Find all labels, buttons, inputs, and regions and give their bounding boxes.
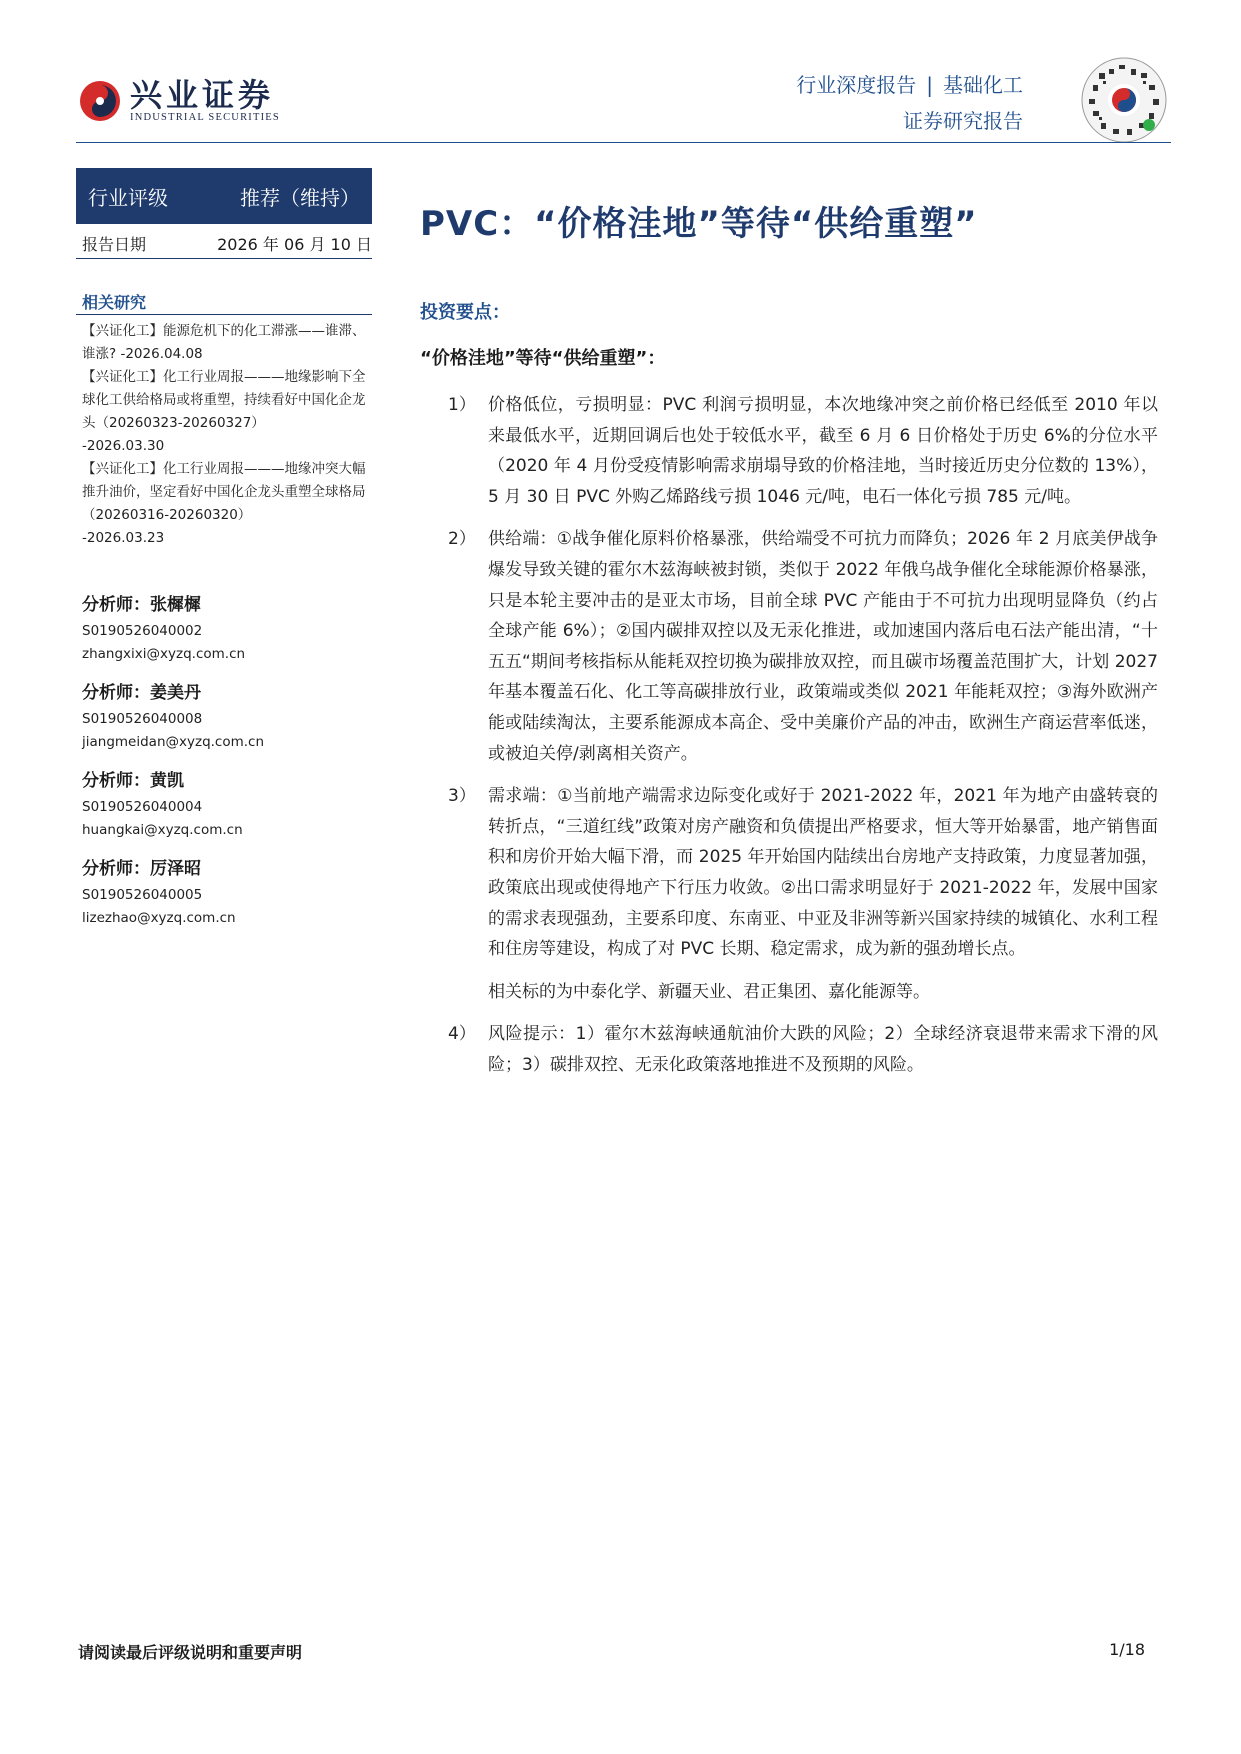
section-title: 投资要点：	[420, 302, 510, 323]
related-research-text[interactable]: 【兴证化工】化工行业周报———地缘影响下全球化工供给格局或将重塑，持续看好中国化企龙头（20260323-20260327）	[82, 369, 366, 431]
related-research-list	[82, 320, 370, 550]
report-date-value: 2026 年 06 月 10 日	[217, 235, 372, 254]
report-header-info	[796, 70, 1023, 136]
analyst-name: 分析师：黄凯	[82, 771, 184, 791]
rating-value: 推荐（维持）	[240, 185, 360, 210]
related-research-text[interactable]: 【兴证化工】能源危机下的化工滞涨——谁滞、谁涨?	[82, 323, 366, 362]
page-number: 1/18	[1109, 1640, 1145, 1659]
analyst-email[interactable]: lizezhao@xyzq.com.cn	[82, 910, 236, 926]
list-item	[448, 1019, 1158, 1080]
qr-code-icon	[1079, 55, 1169, 145]
analyst-card	[82, 766, 372, 842]
analyst-license: S0190526040004	[82, 799, 203, 815]
logo-chinese-name: 兴业证券	[130, 76, 275, 114]
list-item	[448, 781, 1158, 965]
analyst-license: S0190526040005	[82, 887, 203, 903]
related-research-item[interactable]	[82, 366, 370, 458]
report-date-label: 报告日期	[82, 235, 147, 254]
analyst-name: 分析师：姜美丹	[82, 683, 201, 703]
analyst-card	[82, 678, 372, 754]
analyst-email[interactable]: huangkai@xyzq.com.cn	[82, 822, 243, 838]
list-item-number: 3）	[448, 786, 476, 807]
related-research-date: -2026.04.08	[120, 346, 203, 362]
list-item-text: 价格低位，亏损明显：PVC 利润亏损明显，本次地缘冲突之前价格已经低至 2010 年以来最低水平，近期回调后也处于较低水平，截至 6 月 6 日价格处于历史 6%的分位水平（2020 年 4 月份受疫情影响需求崩塌导致的价格洼地，当时接近历史分位数的 13%），5 月 30 日 PVC 外购乙烯路线亏损 1046 元/吨，电石一体化亏损 785 元/吨。	[488, 395, 1158, 507]
report-date-row	[82, 232, 372, 255]
investment-points	[448, 390, 1158, 1092]
report-type: 行业深度报告	[796, 73, 917, 97]
related-research-text[interactable]: 【兴证化工】化工行业周报———地缘冲突大幅推升油价，坚定看好中国化企龙头重塑全球格局（20260316-20260320）	[82, 461, 366, 523]
analyst-license: S0190526040002	[82, 623, 203, 639]
risk-warning-text: 风险提示：1）霍尔木兹海峡通航油价大跌的风险；2）全球经济衰退带来需求下滑的风险；3）碳排双控、无汞化政策落地推进不及预期的风险。	[488, 1024, 1158, 1075]
list-item	[448, 390, 1158, 512]
header-separator: |	[926, 73, 933, 97]
analyst-name: 分析师：张樨樨	[82, 595, 201, 615]
logo-mark-icon	[78, 79, 122, 123]
list-item-text: 需求端：①当前地产端需求边际变化或好于 2021-2022 年，2021 年为地产由盛转衰的转折点，“三道红线”政策对房产融资和负债提出严格要求，恒大等开始暴雷，地产销售面积和房价开始大幅下滑，而 2025 年开始国内陆续出台房地产支持政策，力度显著加强，政策底出现或使得地产下行压力收敛。②出口需求明显好于 2021-2022 年，发展中国家的需求表现强劲，主要系印度、东南亚、中亚及非洲等新兴国家持续的城镇化、水利工程和住房等建设，构成了对 PVC 长期、稳定需求，成为新的强劲增长点。	[488, 786, 1158, 960]
analyst-card	[82, 854, 372, 930]
logo-english-name: INDUSTRIAL SECURITIES	[130, 112, 280, 123]
analyst-email[interactable]: jiangmeidan@xyzq.com.cn	[82, 734, 265, 750]
company-logo	[78, 78, 280, 123]
report-category: 证券研究报告	[903, 109, 1023, 133]
list-item	[448, 524, 1158, 769]
section-subtitle: “价格洼地”等待“供给重塑”：	[420, 348, 666, 369]
report-title: PVC：“价格洼地”等待“供给重塑”	[420, 204, 978, 244]
analyst-name: 分析师：厉泽昭	[82, 859, 201, 879]
analyst-list	[82, 590, 372, 942]
related-research-date: -2026.03.23	[82, 530, 165, 546]
list-item-number: 4）	[448, 1024, 476, 1045]
related-research-item[interactable]	[82, 320, 370, 366]
related-research-item[interactable]	[82, 458, 370, 550]
list-item-text: 供给端：①战争催化原料价格暴涨，供给端受不可抗力而降负；2026 年 2 月底美伊战争爆发导致关键的霍尔木兹海峡被封锁，类似于 2022 年俄乌战争催化全球能源价格暴涨，只是本轮主要冲击的是亚太市场，目前全球 PVC 产能由于不可抗力出现明显降负（约占全球产能 6%）；②国内碳排双控以及无汞化推进，或加速国内落后电石法产能出清，“十五五“期间考核指标从能耗双控切换为碳排放双控，而且碳市场覆盖范围扩大，计划 2027 年基本覆盖石化、化工等高碳排放行业，政策端或类似 2021 年能耗双控；③海外欧洲产能或陆续淘汰，主要系能源成本高企、受中美廉价产品的冲击，欧洲生产商运营率低迷，或被迫关停/剥离相关资产。	[488, 529, 1158, 764]
header-divider	[76, 142, 1171, 143]
analyst-email[interactable]: zhangxixi@xyzq.com.cn	[82, 646, 246, 662]
related-research-divider	[76, 314, 372, 315]
list-item-number: 1）	[448, 395, 476, 415]
related-research-date: -2026.03.30	[82, 438, 165, 454]
list-item-number: 2）	[448, 529, 476, 550]
related-research-title: 相关研究	[82, 293, 147, 312]
industry-rating-box	[76, 168, 372, 224]
analyst-card	[82, 590, 372, 666]
rating-label: 行业评级	[88, 185, 168, 210]
industry-name: 基础化工	[943, 73, 1023, 97]
date-divider	[76, 258, 372, 259]
analyst-license: S0190526040008	[82, 711, 203, 727]
related-targets-note: 相关标的为中泰化学、新疆天业、君正集团、嘉化能源等。	[488, 981, 930, 1002]
footer-disclaimer[interactable]: 请阅读最后评级说明和重要声明	[78, 1643, 303, 1662]
